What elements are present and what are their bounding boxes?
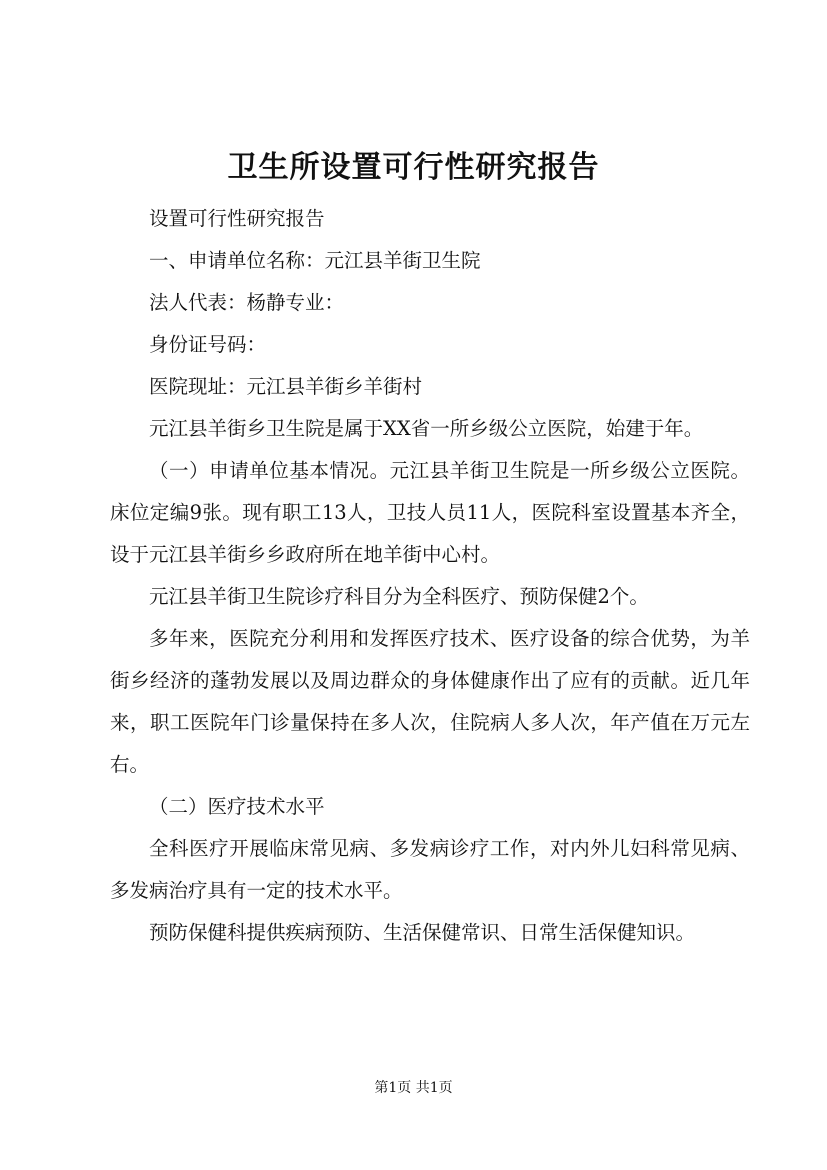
paragraph: 设置可行性研究报告 (149, 207, 325, 230)
paragraph: 一、申请单位名称：元江县羊街卫生院 (149, 249, 481, 272)
document-title: 卫生所设置可行性研究报告 (227, 150, 600, 185)
paragraph: （二）医疗技术水平 (149, 795, 325, 818)
paragraph: 法人代表：杨静专业： (149, 291, 345, 314)
paragraph: （一）申请单位基本情况。元江县羊街卫生院是一所乡级公立医院。床位定编9张。现有职工13人，卫技人员11人，医院科室设置基本齐全，设于元江县羊街乡乡政府所在地羊街中心村。 (110, 459, 750, 566)
paragraph: 元江县羊街乡卫生院是属于XX省一所乡级公立医院，始建于年。 (149, 417, 704, 440)
page-footer: 第1页 共1页 (374, 1080, 453, 1096)
paragraph: 全科医疗开展临床常见病、多发病诊疗工作，对内外儿妇科常见病、多发病治疗具有一定的技术水平。 (110, 837, 750, 902)
paragraph: 多年来，医院充分利用和发挥医疗技术、医疗设备的综合优势，为羊街乡经济的蓬勃发展以及周边群众的身体健康作出了应有的贡献。近几年来，职工医院年门诊量保持在多人次，住院病人多人次，年产值在万元左右。 (110, 627, 750, 776)
paragraph: 医院现址：元江县羊街乡羊街村 (149, 375, 423, 398)
document-body (110, 198, 750, 954)
paragraph: 身份证号码： (149, 333, 267, 356)
paragraph: 预防保健科提供疾病预防、生活保健常识、日常生活保健知识。 (149, 921, 696, 944)
paragraph: 元江县羊街卫生院诊疗科目分为全科医疗、预防保健2个。 (149, 585, 649, 608)
